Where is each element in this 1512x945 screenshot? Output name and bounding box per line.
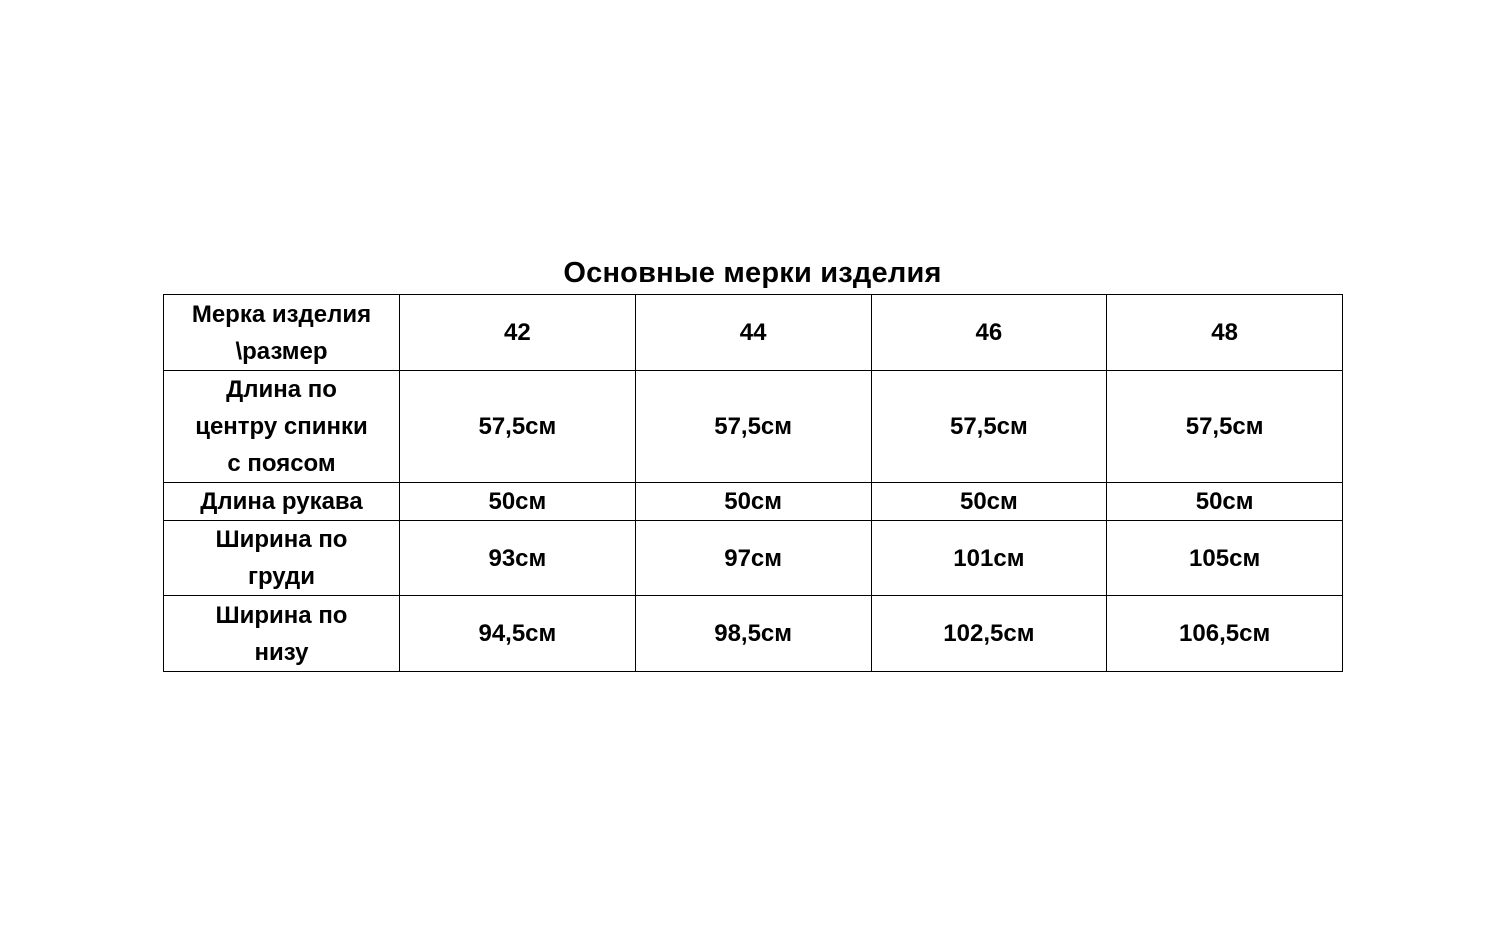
table-row <box>164 521 1343 596</box>
row-label-cell: Длина рукава <box>164 483 400 521</box>
header-label-cell: Мерка изделия \размер <box>164 295 400 371</box>
row-label-cell: Ширина по груди <box>164 521 400 596</box>
value-cell: 57,5см <box>1107 371 1343 483</box>
measurements-table <box>163 294 1343 672</box>
table-row <box>164 371 1343 483</box>
table-row <box>164 483 1343 521</box>
table-header-row <box>164 295 1343 371</box>
value-cell: 98,5см <box>635 596 871 672</box>
row-label-cell: Длина по центру спинки с поясом <box>164 371 400 483</box>
table-title: Основные мерки изделия <box>563 257 942 289</box>
value-cell: 57,5см <box>635 371 871 483</box>
row-label-cell: Ширина по низу <box>164 596 400 672</box>
value-cell: 50см <box>871 483 1107 521</box>
value-cell: 97см <box>635 521 871 596</box>
header-size-cell: 46 <box>871 295 1107 371</box>
value-cell: 50см <box>400 483 636 521</box>
header-size-cell: 42 <box>400 295 636 371</box>
header-size-cell: 48 <box>1107 295 1343 371</box>
value-cell: 50см <box>635 483 871 521</box>
value-cell: 94,5см <box>400 596 636 672</box>
value-cell: 106,5см <box>1107 596 1343 672</box>
header-size-cell: 44 <box>635 295 871 371</box>
value-cell: 105см <box>1107 521 1343 596</box>
value-cell: 57,5см <box>871 371 1107 483</box>
value-cell: 93см <box>400 521 636 596</box>
table-row <box>164 596 1343 672</box>
value-cell: 57,5см <box>400 371 636 483</box>
value-cell: 102,5см <box>871 596 1107 672</box>
value-cell: 101см <box>871 521 1107 596</box>
value-cell: 50см <box>1107 483 1343 521</box>
